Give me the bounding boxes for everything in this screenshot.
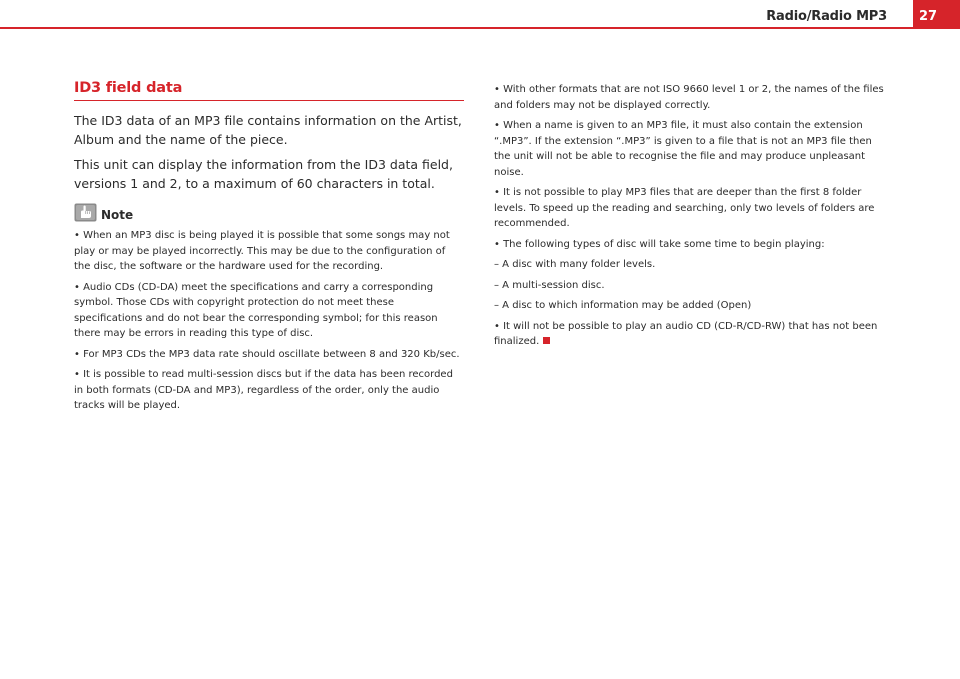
right-paragraph: • When a name is given to an MP3 file, it must also contain the extension “.MP3”. If the extension “.MP3” is given to a file that is not an MP3 file then the unit will not be able to recognise the file and may produce unpleasant noise.	[494, 120, 872, 178]
header-rule	[0, 27, 960, 29]
page-number-tab	[913, 0, 960, 29]
right-list-item: – A disc to which information may be added (Open)	[494, 300, 752, 311]
right-list-item: – A disc with many folder levels.	[494, 259, 656, 270]
note-heading	[74, 203, 464, 222]
end-square-icon	[543, 337, 550, 344]
page-number: 27	[919, 9, 938, 24]
header-title: Radio/Radio MP3	[766, 9, 887, 24]
note-hand-icon	[74, 203, 97, 222]
note-item: • It is possible to read multi-session discs but if the data has been recorded in both formats (CD-DA and MP3), regardless of the order, only the audio tracks will be played.	[74, 369, 453, 411]
note-item: • When an MP3 disc is being played it is possible that some songs may not play or may be played incorrectly. This may be due to the configuration of the disc, the software or the hardware used for the recording.	[74, 230, 450, 272]
right-column	[494, 82, 889, 355]
right-paragraph-final	[494, 319, 889, 350]
right-paragraph: • The following types of disc will take some time to begin playing:	[494, 238, 825, 250]
right-paragraph: • With other formats that are not ISO 9660 level 1 or 2, the names of the files and folders may not be displayed correctly.	[494, 84, 884, 111]
intro-paragraph: This unit can display the information from the ID3 data field, versions 1 and 2, to a maximum of 60 characters in total.	[74, 157, 453, 191]
left-column	[74, 80, 464, 419]
note-item: • Audio CDs (CD-DA) meet the specifications and carry a corresponding symbol. Those CDs with copyright protection do not meet these specifications and do not bear the corresponding symbol; for this reason there may be errors in reading this type of disc.	[74, 281, 438, 339]
note-item: • For MP3 CDs the MP3 data rate should oscillate between 8 and 320 Kb/sec.	[74, 348, 460, 360]
right-paragraph: • It is not possible to play MP3 files that are deeper than the first 8 folder levels. To speed up the reading and searching, only two levels of folders are recommended.	[494, 187, 875, 229]
right-list-item: – A multi-session disc.	[494, 279, 605, 291]
right-paragraph-text: • It will not be possible to play an audio CD (CD-R/CD-RW) that has not been finalized.	[494, 320, 878, 347]
intro-paragraph: The ID3 data of an MP3 file contains information on the Artist, Album and the name of the piece.	[74, 113, 462, 147]
note-label: Note	[101, 208, 134, 222]
section-title: ID3 field data	[74, 80, 183, 96]
section-rule	[74, 100, 464, 101]
